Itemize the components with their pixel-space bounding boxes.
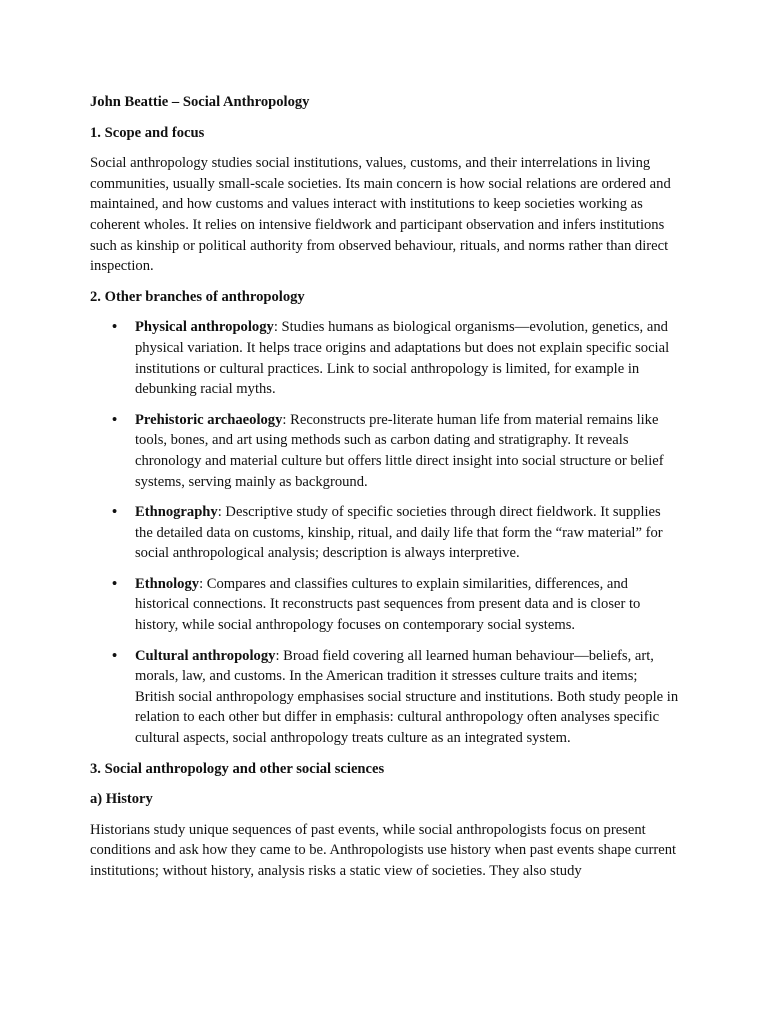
term-description: : Studies humans as biological organisms—evolution, genetics, and physical variation. It helps trace origins and adaptations but does not explain specific social institutions or cultural practices. Link to social anthropology is limited, for example in debunking racial myths. <box>135 319 670 398</box>
list-item-physical-anthropology <box>90 317 680 399</box>
section-heading-branches: 2. Other branches of anthropology <box>90 288 305 305</box>
bullet-icon: • <box>112 411 118 428</box>
section-heading-scope: 1. Scope and focus <box>90 124 205 141</box>
document-title: John Beattie – Social Anthropology <box>90 94 310 110</box>
bullet-icon: • <box>112 319 118 336</box>
list-item-cultural-anthropology <box>90 646 680 749</box>
bullet-icon: • <box>112 504 118 521</box>
term-description: : Broad field covering all learned human behaviour—beliefs, art, morals, law, and customs. In the American tradition it stresses culture traits and items; British social anthropology emphasises social structure and institutions. Both study people in relation to each other but differ in emphasis: cultural anthropology often analyses specific cultural aspects, social anthropology treats culture as an integrated system. <box>135 647 679 747</box>
term-description: : Descriptive study of specific societies through direct fieldwork. It supplies the detailed data on customs, kinship, ritual, and daily life that form the “raw material” for social anthropological analysis; description is always interpretive. <box>135 504 663 562</box>
subsection-heading-history: a) History <box>90 791 153 808</box>
branches-list <box>90 317 680 748</box>
list-item-ethnography <box>90 502 680 564</box>
list-item-ethnology <box>90 574 680 636</box>
section-heading-social-sciences: 3. Social anthropology and other social sciences <box>90 760 385 777</box>
term-description: : Compares and classifies cultures to explain similarities, differences, and historical connections. It reconstructs past sequences from present data and is closer to history, while social anthropology focuses on contemporary social systems. <box>135 575 641 634</box>
list-item-prehistoric-archaeology <box>90 410 680 492</box>
term-label: Prehistoric archaeology <box>135 411 283 428</box>
term-label: Cultural anthropology <box>135 647 276 664</box>
term-label: Ethnography <box>135 504 218 521</box>
term-label: Physical anthropology <box>135 319 274 336</box>
term-description: : Reconstructs pre-literate human life from material remains like tools, bones, and art using methods such as carbon dating and stratigraphy. It reveals chronology and material culture but offers little direct insight into social structure or belief systems, serving mainly as background. <box>135 411 664 490</box>
paragraph-history: Historians study unique sequences of past events, while social anthropologists focus on present conditions and ask how they came to be. Anthropologists use history when past events shape current institutions; without history, analysis risks a static view of societies. They also study <box>90 821 677 879</box>
bullet-icon: • <box>112 647 118 664</box>
document-page <box>90 92 680 892</box>
bullet-icon: • <box>112 575 118 592</box>
paragraph-scope: Social anthropology studies social institutions, values, customs, and their interrelations in living communities, usually small-scale societies. Its main concern is how social relations are ordered and maintained, and how customs and values interact with institutions to keep societies working as coherent wholes. It relies on intensive fieldwork and participant observation and infers institutions such as kinship or political authority from observed behaviour, rituals, and norms rather than direct inspection. <box>90 155 671 275</box>
term-label: Ethnology <box>135 575 200 592</box>
